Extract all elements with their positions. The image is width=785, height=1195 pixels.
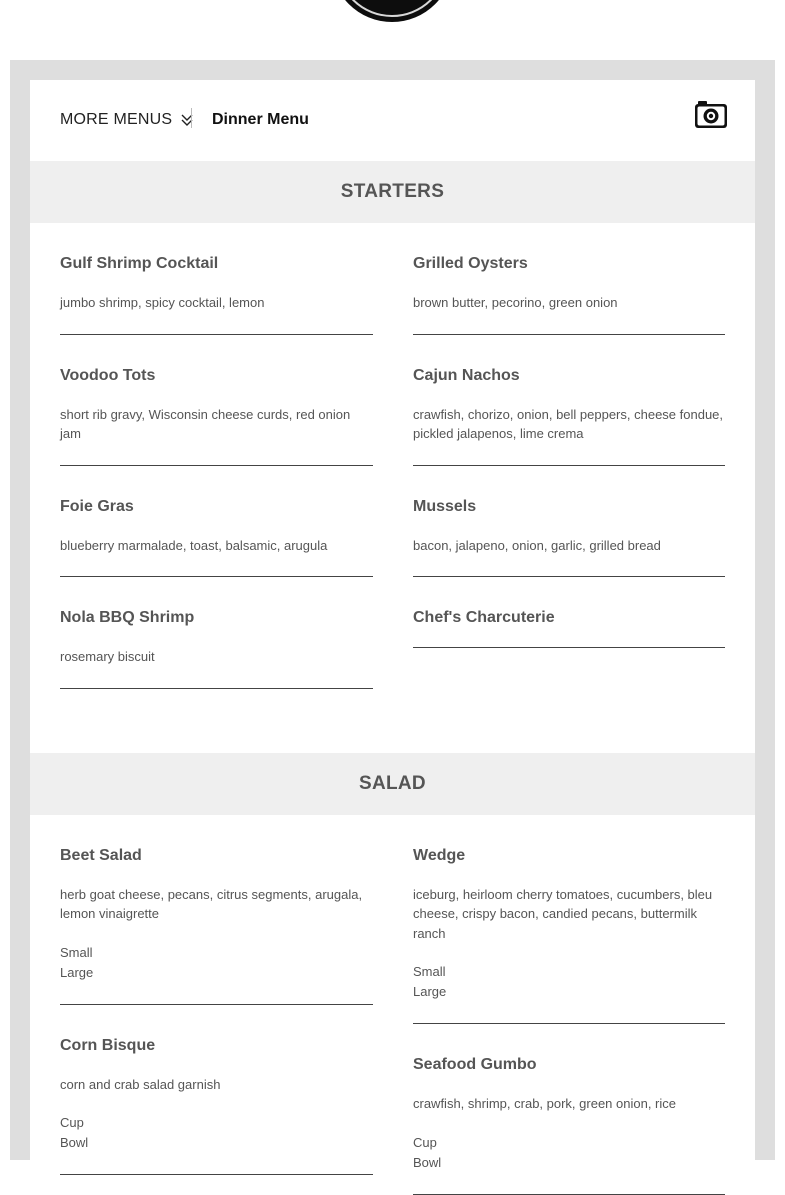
section-items — [30, 815, 755, 1195]
menu-item[interactable] — [413, 335, 725, 466]
menu-item[interactable] — [413, 466, 725, 578]
menu-item[interactable] — [60, 335, 373, 466]
menu-item[interactable] — [413, 1024, 725, 1195]
menu-item[interactable] — [60, 1005, 373, 1176]
menu-item[interactable] — [60, 815, 373, 1005]
menu-item-description: herb goat cheese, pecans, citrus segments, arugala, lemon vinaigrette — [60, 886, 363, 921]
menu-item-description: rosemary biscuit — [60, 649, 155, 664]
menu-column-left — [60, 815, 373, 1195]
menu-frame — [10, 60, 775, 1170]
menu-toolbar — [30, 80, 755, 161]
menu-item[interactable] — [413, 815, 725, 1025]
menu-item-name: Chef's Charcuterie — [413, 609, 555, 626]
menu-item-name: Grilled Oysters — [413, 255, 528, 272]
menu-item-size: Bowl — [413, 1154, 442, 1170]
menu-item-size: Small — [413, 964, 446, 979]
menu-item-name: Mussels — [413, 497, 477, 515]
menu-item-size: Large — [60, 964, 94, 980]
menu-panel — [30, 80, 755, 1180]
menu-item-description: bacon, jalapeno, onion, garlic, grilled bread — [413, 537, 661, 553]
menu-item-name: Voodoo Tots — [60, 366, 156, 384]
chevron-down-double-icon — [180, 112, 194, 128]
menu-item-name: Cajun Nachos — [413, 366, 520, 384]
section-heading: STARTERS — [30, 161, 755, 223]
more-menus-dropdown[interactable] — [60, 111, 194, 129]
menu-item[interactable] — [413, 577, 725, 648]
section-items — [30, 223, 755, 689]
section-spacer — [30, 689, 755, 753]
menu-item-description: crawfish, chorizo, onion, bell peppers, cheese fondue, pickled jalapenos, lime crema — [413, 406, 724, 441]
menu-item-size: Cup — [60, 1115, 84, 1130]
menu-item-name: Seafood Gumbo — [413, 1056, 537, 1073]
menu-item-description: corn and crab salad garnish — [60, 1076, 221, 1092]
menu-item[interactable] — [413, 223, 725, 335]
menu-item-name: Corn Bisque — [60, 1036, 156, 1054]
menu-item-description: brown butter, pecorino, green onion — [413, 295, 618, 310]
menu-item[interactable] — [60, 223, 373, 335]
menu-item-name: Beet Salad — [60, 846, 142, 864]
camera-icon[interactable] — [694, 100, 728, 130]
menu-item-description: blueberry marmalade, toast, balsamic, arugula — [60, 537, 328, 553]
menu-item-description: short rib gravy, Wisconsin cheese curds, red onion jam — [60, 406, 351, 441]
menu-column-left — [60, 223, 373, 689]
menu-item-sizes — [413, 962, 725, 1002]
current-menu-title: Dinner Menu — [212, 111, 309, 128]
menu-item-size: Cup — [413, 1134, 437, 1150]
menu-sections — [30, 161, 755, 1195]
menu-item[interactable] — [60, 466, 373, 578]
menu-item-name: Foie Gras — [60, 497, 134, 515]
restaurant-logo[interactable] — [331, 0, 453, 22]
menu-item-sizes — [60, 1113, 373, 1153]
more-menus-label: MORE MENUS — [60, 111, 173, 128]
menu-item[interactable] — [60, 577, 373, 689]
menu-item-name: Wedge — [413, 846, 466, 864]
menu-item-description: crawfish, shrimp, crab, pork, green onion, rice — [413, 1096, 676, 1111]
menu-item-name: Nola BBQ Shrimp — [60, 609, 195, 626]
menu-column-right — [413, 815, 725, 1195]
menu-item-sizes — [60, 943, 373, 983]
menu-item-description: jumbo shrimp, spicy cocktail, lemon — [60, 295, 265, 310]
menu-item-size: Bowl — [60, 1135, 89, 1150]
menu-column-right — [413, 223, 725, 689]
menu-item-name: Gulf Shrimp Cocktail — [60, 255, 219, 272]
menu-item-size: Small — [60, 944, 93, 960]
section-heading: SALAD — [30, 753, 755, 815]
toolbar-divider — [191, 108, 192, 128]
menu-item-size: Large — [413, 984, 447, 999]
menu-item-sizes — [413, 1133, 725, 1173]
menu-item-description: iceburg, heirloom cherry tomatoes, cucumbers, bleu cheese, crispy bacon, candied pecans, buttermilk ranch — [413, 886, 713, 941]
